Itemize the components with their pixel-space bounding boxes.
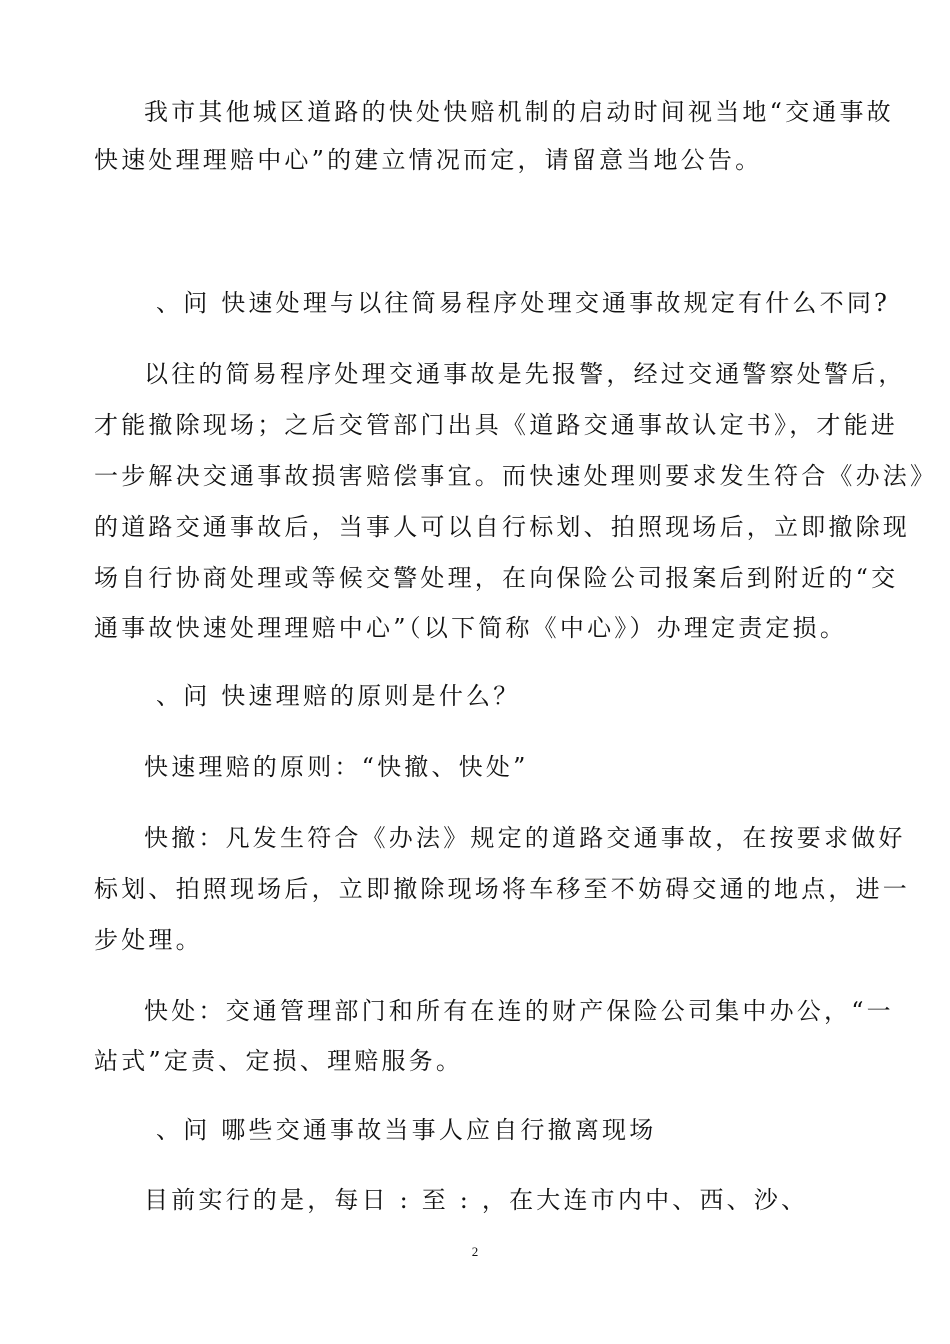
paragraph-line: 场自行协商处理或等候交警处理，在向保险公司报案后到附近的“交 bbox=[94, 564, 899, 592]
page-number: 2 bbox=[471, 1244, 479, 1259]
paragraph-line: 目前实行的是，每日 : 至 : ，在大连市内中、西、沙、 bbox=[144, 1186, 809, 1214]
paragraph-line: 快处：交通管理部门和所有在连的财产保险公司集中办公，“一 bbox=[144, 997, 894, 1025]
paragraph-line: 的道路交通事故后，当事人可以自行标划、拍照现场后，立即撤除现 bbox=[94, 513, 910, 541]
paragraph-line: 才能撤除现场；之后交管部门出具《道路交通事故认定书》，才能进 bbox=[94, 411, 898, 439]
paragraph-line: 通事故快速处理理赔中心”（以下简称《中心》）办理定责定损。 bbox=[94, 614, 848, 642]
paragraph-line: 快撤：凡发生符合《办法》规定的道路交通事故，在按要求做好 bbox=[144, 824, 906, 852]
paragraph-line: 站式”定责、定损、理赔服务。 bbox=[94, 1047, 464, 1075]
paragraph-line: 一步解决交通事故损害赔偿事宜。而快速处理则要求发生符合《办法》 bbox=[94, 462, 938, 490]
paragraph-line: 以往的简易程序处理交通事故是先报警，经过交通警察处警后， bbox=[144, 360, 906, 388]
paragraph-line: 我市其他城区道路的快处快赔机制的启动时间视当地“交通事故 bbox=[144, 98, 894, 126]
paragraph-line: 标划、拍照现场后，立即撤除现场将车移至不妨碍交通的地点，进一 bbox=[94, 875, 910, 903]
paragraph-line: 快速理赔的原则：“快撤、快处” bbox=[144, 753, 529, 781]
question-heading: 、问 快速处理与以往简易程序处理交通事故规定有什么不同? bbox=[156, 289, 891, 317]
question-heading: 、问 哪些交通事故当事人应自行撤离现场 bbox=[156, 1116, 657, 1144]
question-heading: 、问 快速理赔的原则是什么？ bbox=[156, 682, 521, 710]
paragraph-line: 快速处理理赔中心”的建立情况而定，请留意当地公告。 bbox=[94, 146, 763, 174]
paragraph-line: 步处理。 bbox=[94, 926, 203, 954]
